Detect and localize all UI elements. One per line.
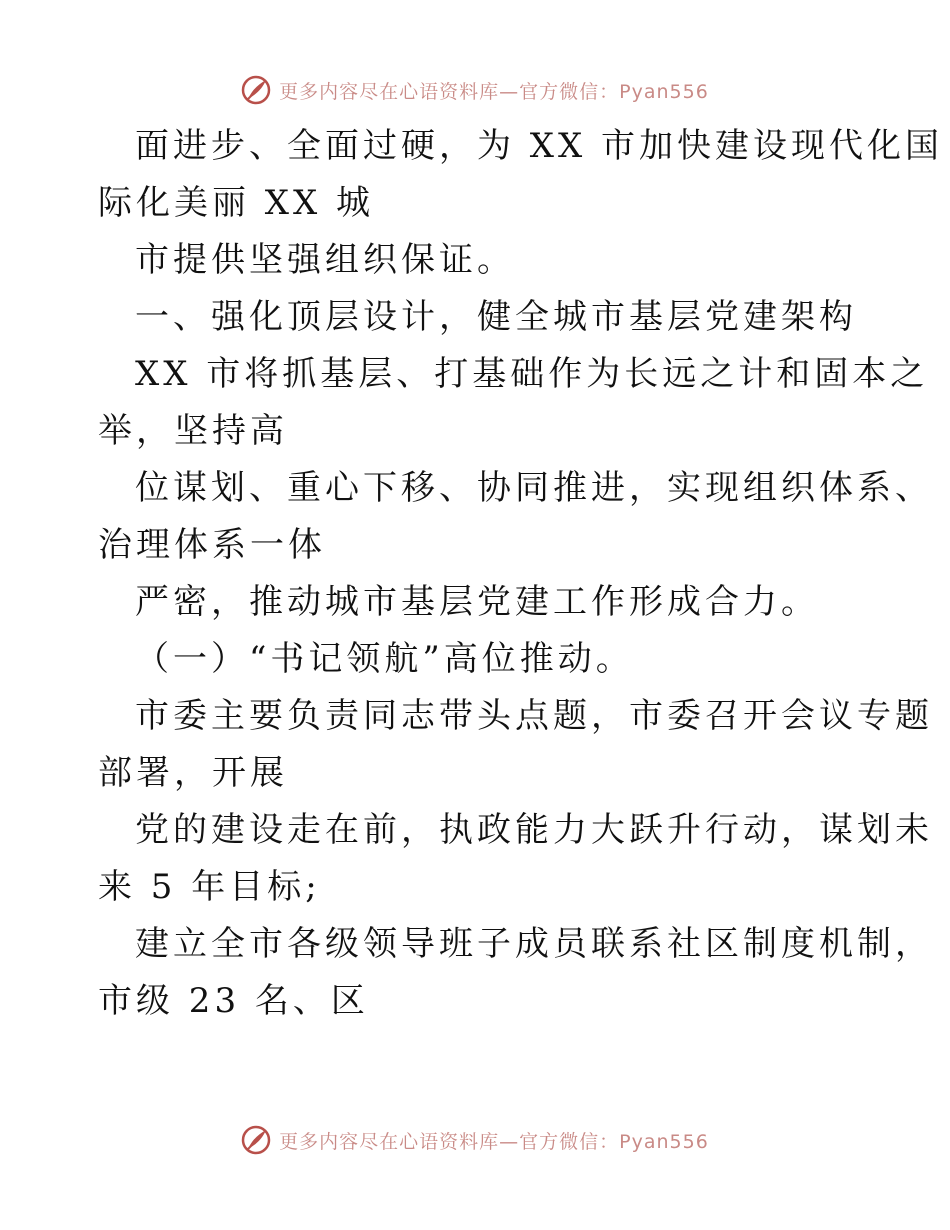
header-watermark <box>0 70 950 110</box>
quill-logo-icon <box>241 75 271 105</box>
subsection-heading: （一）“书记领航”高位推动。 <box>135 639 634 679</box>
quill-logo-icon <box>241 1125 271 1155</box>
header-watermark-text: 更多内容尽在心语资料库—官方微信：Pyan556 <box>279 80 709 103</box>
document-body <box>98 118 944 1030</box>
body-line: 治理体系一体 <box>98 525 326 565</box>
body-line: 来 5 年目标; <box>98 867 321 907</box>
footer-watermark <box>0 1120 950 1160</box>
body-line: 面进步、全面过硬，为 XX 市加快建设现代化国 <box>135 126 944 166</box>
body-line: 市委主要负责同志带头点题，市委召开会议专题 <box>135 696 933 736</box>
body-line: 位谋划、重心下移、协同推进，实现组织体系、 <box>135 468 933 508</box>
body-line: 际化美丽 XX 城 <box>98 183 375 223</box>
body-line: 部署，开展 <box>98 753 288 793</box>
body-line: 建立全市各级领导班子成员联系社区制度机制， <box>135 924 933 964</box>
body-line: 举，坚持高 <box>98 411 288 451</box>
body-line: 党的建设走在前，执政能力大跃升行动，谋划未 <box>135 810 933 850</box>
body-line: 严密，推动城市基层党建工作形成合力。 <box>135 582 819 622</box>
section-heading: 一、强化顶层设计，健全城市基层党建架构 <box>135 297 857 337</box>
body-line: 市级 23 名、区 <box>98 981 369 1021</box>
footer-watermark-text: 更多内容尽在心语资料库—官方微信：Pyan556 <box>279 1130 709 1153</box>
body-line: XX 市将抓基层、打基础作为长远之计和固本之 <box>135 354 929 394</box>
body-line: 市提供坚强组织保证。 <box>135 240 515 280</box>
